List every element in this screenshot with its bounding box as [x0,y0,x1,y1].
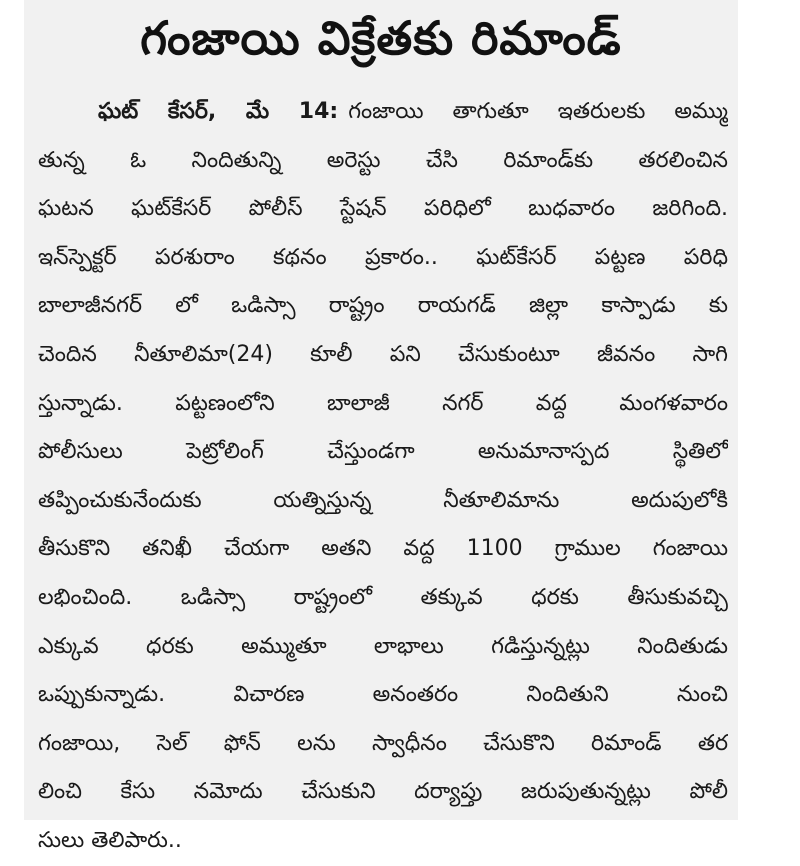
article-line-text: గంజాయి తాగుతూ ఇతరులకు అమ్ము [348,99,728,124]
article-line-7: స్తున్నాడు. పట్టణంలోని బాలాజీ నగర్ వద్ద మంగళవారం [38,390,728,416]
article-line-13: ఒప్పుకున్నాడు. విచారణ అనంతరం నిందితుని నుంచి [38,682,728,708]
article-line-4: ఇన్‌స్పెక్టర్ పరశురాం కథనం ప్రకారం.. ఘట్‌కేసర్ పట్టణ పరిధి [38,244,728,270]
article-body [38,88,728,866]
article-line-2: తున్న ఓ నిందితున్ని అరెస్టు చేసి రిమాండ్‌కు తరలించిన [38,147,728,173]
article-line-9: తప్పించుకునేందుకు యత్నిస్తున్న నీతూలిమాను అదుపులోకి [38,487,728,513]
article-line-15: లించి కేసు నమోదు చేసుకుని దర్యాప్తు జరుపుతున్నట్లు పోలీ [38,779,728,805]
article-line-11: లభించింది. ఒడిస్సా రాష్ట్రంలో తక్కువ ధరకు తీసుకువచ్చి [38,584,728,610]
article-line-6: చెందిన నీతూలిమా(24) కూలీ పని చేసుకుంటూ జీవనం సాగి [38,341,728,367]
article-line-1 [38,88,728,137]
dateline: ఘట్ కేసర్, మే 14: [98,99,339,124]
article-line-12: ఎక్కువ ధరకు అమ్ముతూ లాభాలు గడిస్తున్నట్లు నిందితుడు [38,633,728,659]
headline: గంజాయి విక్రేతకు రిమాండ్ [140,11,622,65]
article-line-3: ఘటన ఘట్‌కేసర్ పోలీస్ స్టేషన్ పరిధిలో బుధవారం జరిగింది. [38,196,728,222]
article-line-10: తీసుకొని తనిఖీ చేయగా అతని వద్ద 1100 గ్రాముల గంజాయి [38,536,728,562]
article-line-14: గంజాయి, సెల్ ఫోన్ లను స్వాధీనం చేసుకొని రిమాండ్ తర [38,730,728,756]
article-line-8: పోలీసులు పెట్రోలింగ్ చేస్తుండగా అనుమానాస్పద స్థితిలో [38,439,728,465]
article-line-5: బాలాజీనగర్ లో ఒడిస్సా రాష్ట్రం రాయగడ్ జిల్లా కాస్పాడు కు [38,293,728,319]
newspaper-clipping [24,0,738,853]
article-line-16: సులు తెలిపారు.. [38,827,182,853]
